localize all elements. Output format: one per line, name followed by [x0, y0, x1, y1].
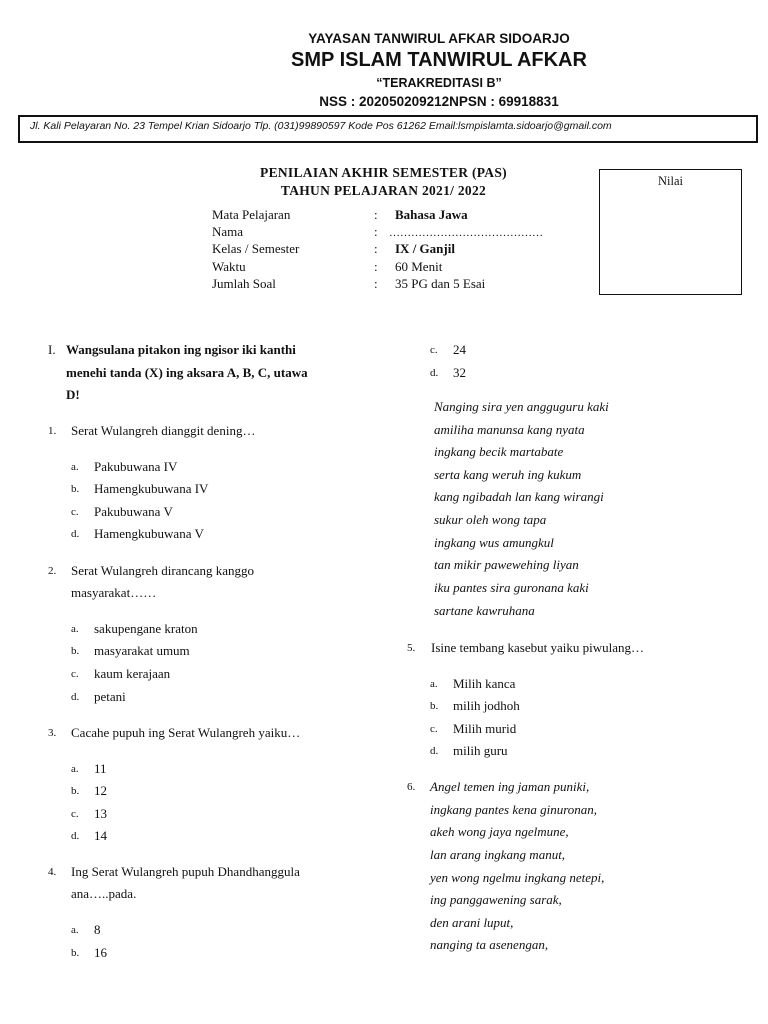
poem-line: lan arang ingkang manut,	[430, 847, 566, 862]
question-text: Cacahe pupuh ing Serat Wulangreh yaiku…	[71, 725, 301, 740]
option-text[interactable]: petani	[94, 689, 126, 704]
option-letter[interactable]: b.	[71, 947, 80, 959]
question-number: 1.	[48, 425, 57, 437]
option-letter[interactable]: a.	[71, 461, 79, 473]
poem-line: yen wong ngelmu ingkang netepi,	[430, 870, 605, 885]
info-value: IX / Ganjil	[395, 241, 455, 256]
option-letter[interactable]: a.	[71, 924, 79, 936]
question-text: Ing Serat Wulangreh pupuh Dhandhanggula	[71, 864, 300, 879]
poem-line: sartane kawruhana	[434, 603, 535, 618]
option-text[interactable]: 13	[94, 806, 107, 821]
section-instruction-line: D!	[66, 387, 80, 402]
exam-title: PENILAIAN AKHIR SEMESTER (PAS)	[260, 165, 507, 180]
option-text[interactable]: 12	[94, 783, 107, 798]
option-letter[interactable]: b.	[71, 645, 80, 657]
option-letter[interactable]: c.	[71, 668, 79, 680]
option-text[interactable]: Milih murid	[453, 721, 517, 736]
option-text[interactable]: milih guru	[453, 743, 508, 758]
poem-line: den arani luput,	[430, 915, 514, 930]
option-text[interactable]: Hamengkubuwana IV	[94, 481, 209, 496]
option-letter[interactable]: d.	[71, 830, 80, 842]
nss-npsn: NSS : 202050209212NPSN : 69918831	[319, 94, 559, 109]
school-name: SMP ISLAM TANWIRUL AFKAR	[291, 49, 587, 71]
score-box	[599, 169, 742, 295]
question-text: Serat Wulangreh dianggit dening…	[71, 423, 256, 438]
option-letter[interactable]: b.	[71, 785, 80, 797]
option-letter[interactable]: a.	[71, 763, 79, 775]
option-letter[interactable]: c.	[430, 344, 438, 356]
question-number: 3.	[48, 727, 57, 739]
poem-line: Nanging sira yen angguguru kaki	[434, 399, 609, 414]
poem-line: ingkang becik martabate	[434, 444, 564, 459]
option-text[interactable]: Pakubuwana IV	[94, 459, 178, 474]
poem-line: ingkang pantes kena ginuronan,	[430, 802, 598, 817]
option-letter[interactable]: b.	[430, 700, 439, 712]
option-text[interactable]: 14	[94, 828, 107, 843]
option-text[interactable]: 24	[453, 342, 466, 357]
option-letter[interactable]: c.	[71, 808, 79, 820]
section-instruction-line: menehi tanda (X) ing aksara A, B, C, utawa	[66, 365, 308, 380]
option-text[interactable]: Hamengkubuwana V	[94, 526, 204, 541]
option-letter[interactable]: c.	[430, 723, 438, 735]
question-text: Isine tembang kasebut yaiku piwulang…	[431, 640, 645, 655]
section-instruction-line: Wangsulana pitakon ing ngisor iki kanthi	[66, 342, 296, 357]
score-label: Nilai	[658, 174, 683, 188]
poem-line: sukur oleh wong tapa	[434, 512, 547, 527]
poem-line: amiliha manunsa kang nyata	[434, 422, 585, 437]
option-letter[interactable]: d.	[71, 691, 80, 703]
accreditation: “TERAKREDITASI B”	[376, 76, 502, 90]
poem-line: Angel temen ing jaman puniki,	[430, 779, 590, 794]
question-number: 6.	[407, 781, 416, 793]
option-text[interactable]: kaum kerajaan	[94, 666, 171, 681]
option-text[interactable]: sakupengane kraton	[94, 621, 198, 636]
info-key: Jumlah Soal	[212, 276, 276, 291]
poem-line: ingkang wus amungkul	[434, 535, 554, 550]
option-text[interactable]: Pakubuwana V	[94, 504, 173, 519]
info-value: Bahasa Jawa	[395, 207, 468, 222]
info-value: 35 PG dan 5 Esai	[395, 276, 486, 291]
poem-line: iku pantes sira guronana kaki	[434, 580, 589, 595]
option-text[interactable]: 11	[94, 761, 107, 776]
poem-line: akeh wong jaya ngelmune,	[430, 824, 569, 839]
address-box	[18, 115, 758, 143]
option-text[interactable]: 16	[94, 945, 107, 960]
section-number: I.	[48, 342, 56, 357]
option-letter[interactable]: d.	[71, 528, 80, 540]
poem-line: kang ngibadah lan kang wirangi	[434, 489, 604, 504]
poem-line: nanging ta asenengan,	[430, 937, 549, 952]
info-key: Waktu	[212, 259, 246, 274]
poem-line: ing panggawening sarak,	[430, 892, 562, 907]
info-colon: :	[374, 207, 378, 222]
question-number: 5.	[407, 642, 416, 654]
info-colon: :	[374, 259, 378, 274]
question-number: 2.	[48, 565, 57, 577]
option-text[interactable]: 8	[94, 922, 101, 937]
option-letter[interactable]: a.	[71, 623, 79, 635]
option-letter[interactable]: a.	[430, 678, 438, 690]
question-text: Serat Wulangreh dirancang kanggo	[71, 563, 254, 578]
school-address: Jl. Kali Pelayaran No. 23 Tempel Krian Sidoarjo Tlp. (031)99890597 Kode Pos 61262 Email:lsmpislamta.sidoarjo@gmail.com	[30, 120, 612, 132]
name-field[interactable]: ……………………………………	[389, 227, 543, 239]
info-value: 60 Menit	[395, 259, 443, 274]
option-letter[interactable]: d.	[430, 367, 439, 379]
info-colon: :	[374, 224, 378, 239]
option-letter[interactable]: c.	[71, 506, 79, 518]
info-colon: :	[374, 241, 378, 256]
question-number: 4.	[48, 866, 57, 878]
option-text[interactable]: 32	[453, 365, 466, 380]
info-key: Nama	[212, 224, 244, 239]
poem-line: serta kang weruh ing kukum	[434, 467, 582, 482]
info-key: Kelas / Semester	[212, 241, 300, 256]
option-text[interactable]: masyarakat umum	[94, 643, 190, 658]
question-text: ana…..pada.	[71, 886, 137, 901]
info-colon: :	[374, 276, 378, 291]
option-letter[interactable]: d.	[430, 745, 439, 757]
option-letter[interactable]: b.	[71, 483, 80, 495]
foundation-name: YAYASAN TANWIRUL AFKAR SIDOARJO	[308, 31, 570, 46]
poem-line: tan mikir pawewehing liyan	[434, 557, 579, 572]
option-text[interactable]: Milih kanca	[453, 676, 516, 691]
question-text: masyarakat……	[71, 585, 157, 600]
option-text[interactable]: milih jodhoh	[453, 698, 520, 713]
info-key: Mata Pelajaran	[212, 207, 291, 222]
exam-year: TAHUN PELAJARAN 2021/ 2022	[280, 183, 487, 198]
